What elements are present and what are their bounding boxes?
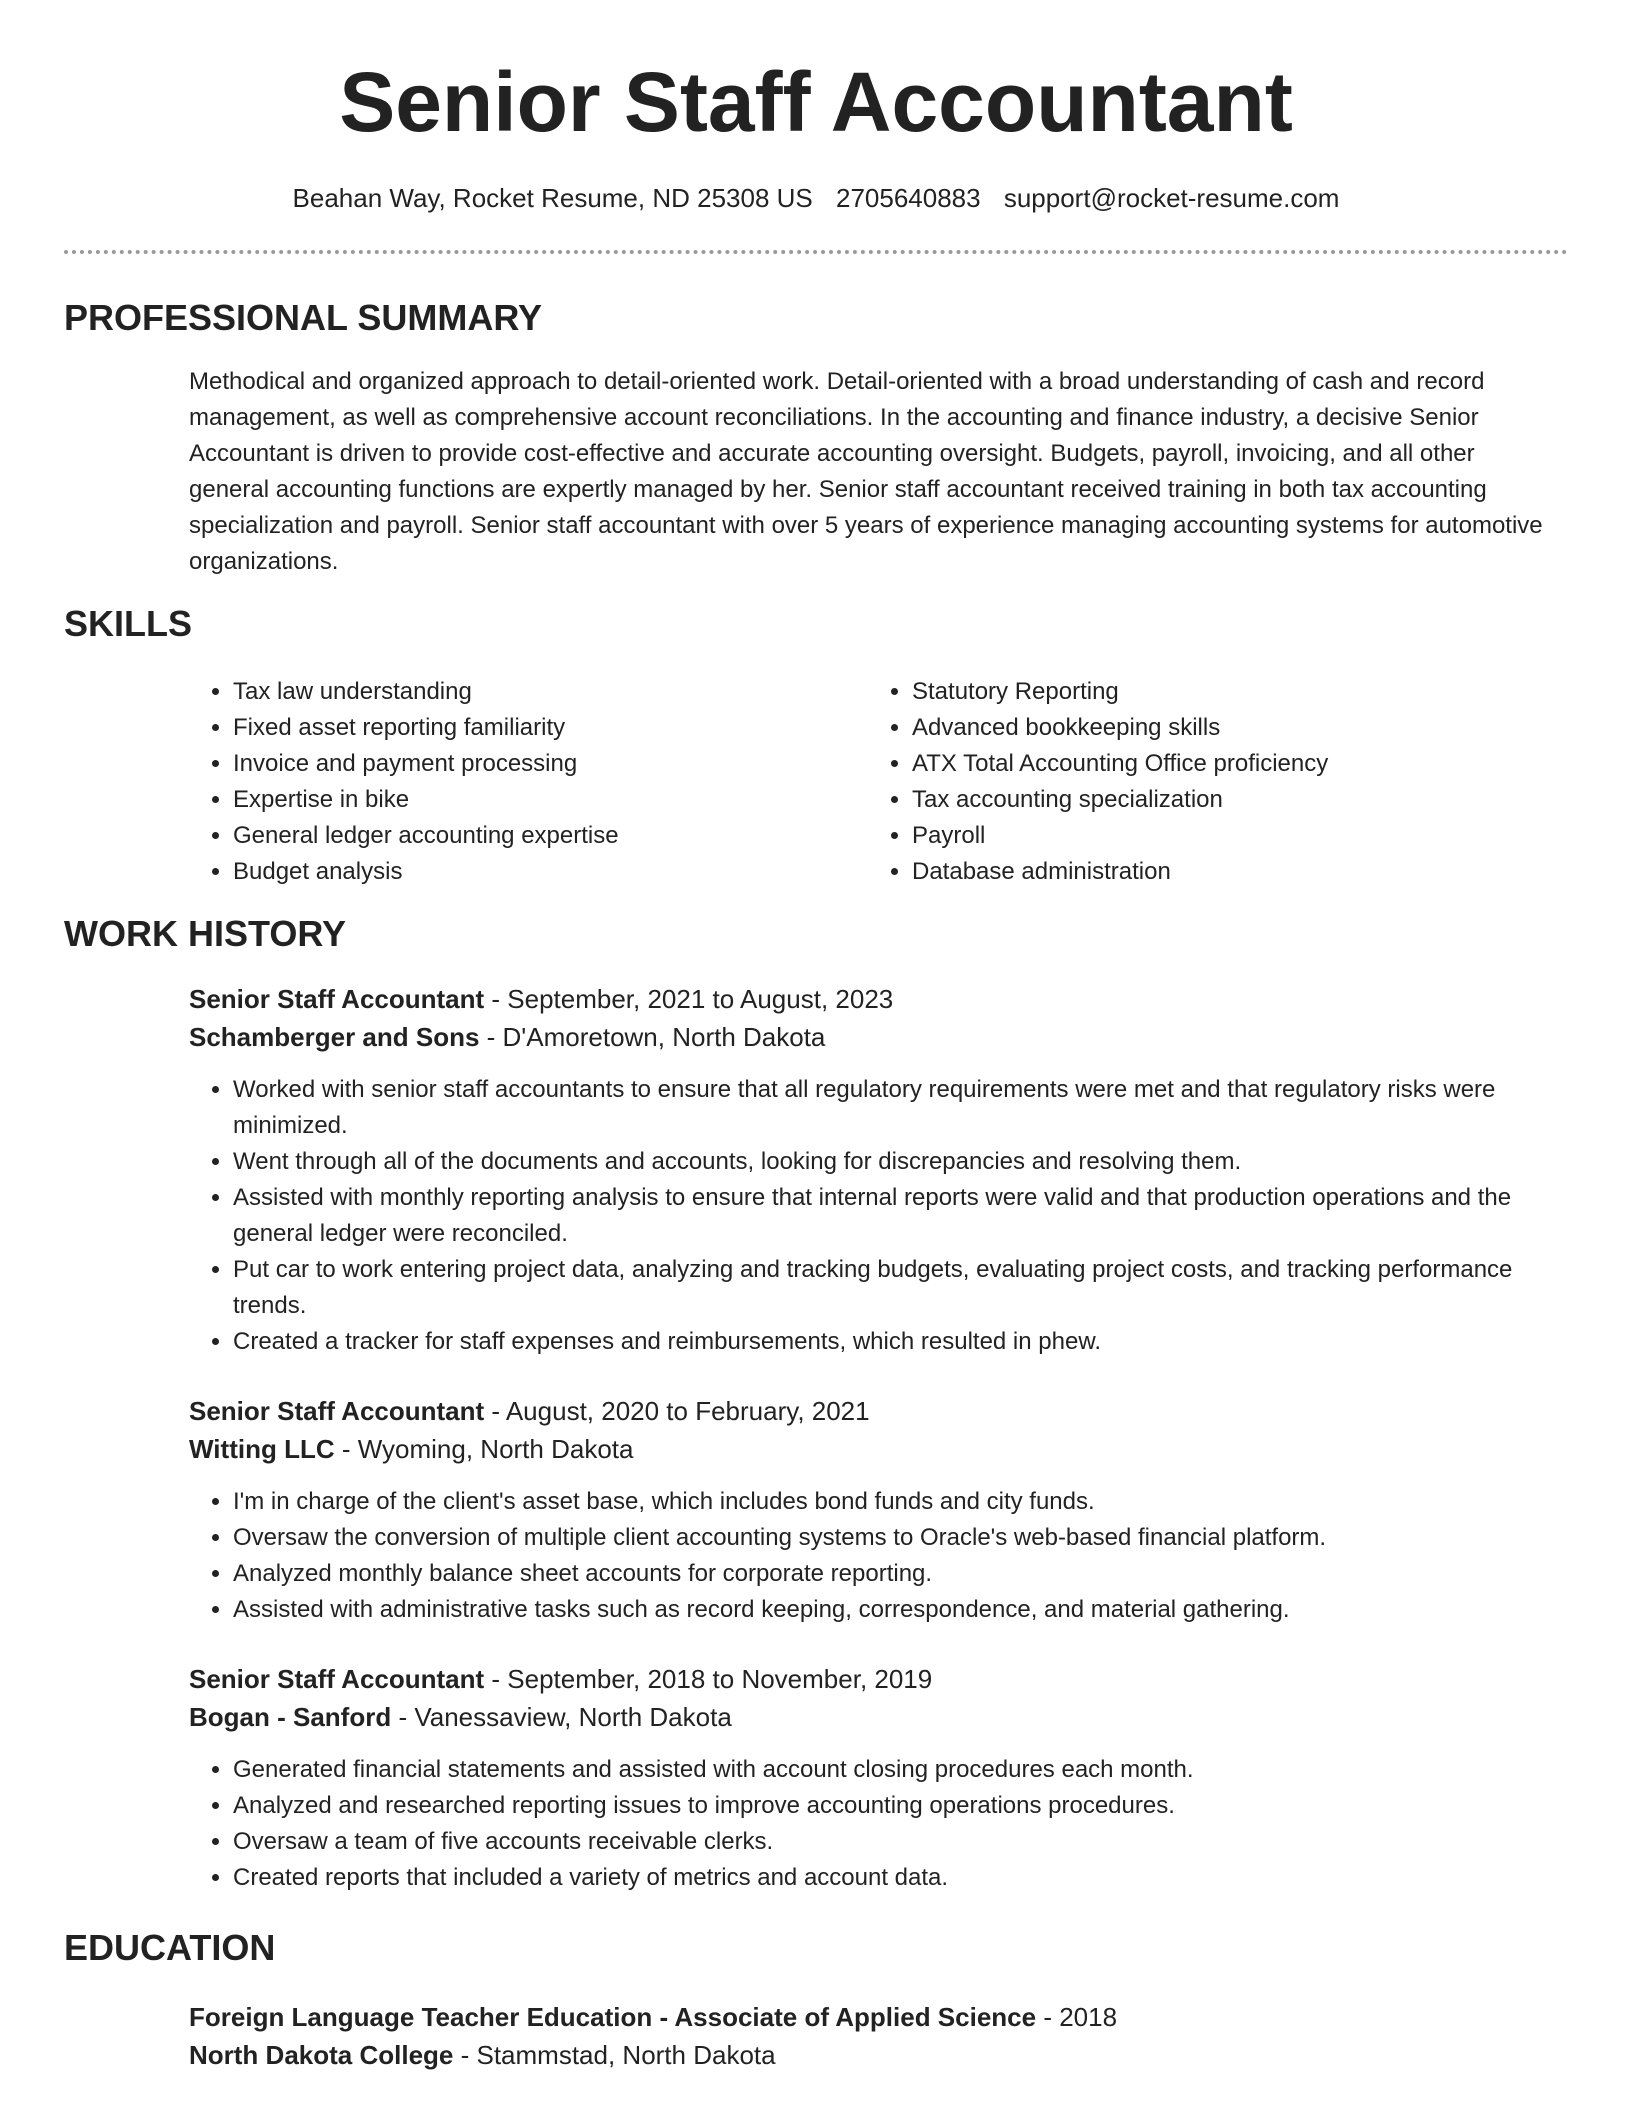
job-bullet: • Assisted with monthly reporting analysis to ensure that internal reports were valid and that production operations and the general ledger were reconciled. — [233, 1180, 1569, 1252]
skill-item: • General ledger accounting expertise — [233, 818, 619, 854]
section-title-work: WORK HISTORY — [64, 913, 347, 954]
skill-item: • Statutory Reporting — [912, 674, 1328, 710]
job-bullet: • Assisted with administrative tasks such as record keeping, correspondence, and material gathering. — [233, 1592, 1569, 1628]
job-entry — [189, 1660, 1569, 1896]
skill-item: • Tax law understanding — [233, 674, 619, 710]
education-school: North Dakota College — [189, 2040, 454, 2070]
job-dates: - August, 2020 to February, 2021 — [484, 1396, 870, 1426]
job-company-line — [189, 1018, 1569, 1056]
skill-item: • Tax accounting specialization — [912, 782, 1328, 818]
job-bullet: • I'm in charge of the client's asset base, which includes bond funds and city funds. — [233, 1484, 1569, 1520]
header-divider — [64, 250, 1568, 254]
job-bullet: • Generated financial statements and assisted with account closing procedures each month. — [233, 1752, 1569, 1788]
contact-email[interactable]: support@rocket-resume.com — [1003, 183, 1340, 213]
contact-line — [0, 180, 1632, 216]
job-company: Witting LLC — [189, 1434, 335, 1464]
job-location: - Vanessaview, North Dakota — [391, 1702, 732, 1732]
section-title-education: EDUCATION — [64, 1927, 276, 1968]
job-bullets — [189, 1752, 1569, 1896]
summary-text: Methodical and organized approach to detail-oriented work. Detail-oriented with a broad understanding of cash and record management, as well as comprehensive account reconciliations. In the accounting and finance industry, a decisive Senior Accountant is driven to provide cost-effective and accurate accounting oversight. Budgets, payroll, invoicing, and all other general accounting functions are expertly managed by her. Senior staff accountant received training in both tax accounting specialization and payroll. Senior staff accountant with over 5 years of experience managing accounting systems for automotive organizations. — [189, 368, 1543, 575]
skill-item: • Expertise in bike — [233, 782, 619, 818]
job-bullet: • Analyzed monthly balance sheet accounts for corporate reporting. — [233, 1556, 1569, 1592]
job-title: Senior Staff Accountant — [189, 1396, 485, 1426]
job-bullet: • Put car to work entering project data, analyzing and tracking budgets, evaluating project costs, and tracking performance trends. — [233, 1252, 1569, 1324]
job-bullets — [189, 1484, 1569, 1628]
skills-column-left — [189, 674, 619, 890]
resume-name: Senior Staff Accountant — [339, 55, 1293, 149]
job-dates: - September, 2018 to November, 2019 — [484, 1664, 933, 1694]
job-title: Senior Staff Accountant — [189, 984, 485, 1014]
contact-address: Beahan Way, Rocket Resume, ND 25308 US — [292, 183, 813, 213]
job-title: Senior Staff Accountant — [189, 1664, 485, 1694]
skill-item: • Fixed asset reporting familiarity — [233, 710, 619, 746]
skill-item: • Payroll — [912, 818, 1328, 854]
job-company: Schamberger and Sons — [189, 1022, 480, 1052]
skill-item: • Advanced bookkeeping skills — [912, 710, 1328, 746]
job-bullet: • Oversaw the conversion of multiple client accounting systems to Oracle's web-based financial platform. — [233, 1520, 1569, 1556]
education-degree: Foreign Language Teacher Education - Associate of Applied Science — [189, 2002, 1037, 2032]
skills-list — [189, 674, 1559, 894]
job-bullet: • Analyzed and researched reporting issues to improve accounting operations procedures. — [233, 1788, 1569, 1824]
education-year: - 2018 — [1036, 2002, 1118, 2032]
section-title-summary: PROFESSIONAL SUMMARY — [64, 297, 543, 338]
skill-item: • ATX Total Accounting Office proficiency — [912, 746, 1328, 782]
skill-item: • Budget analysis — [233, 854, 619, 890]
job-entry — [189, 980, 1569, 1360]
job-bullet: • Created a tracker for staff expenses and reimbursements, which resulted in phew. — [233, 1324, 1569, 1360]
job-company-line — [189, 1430, 1569, 1468]
education-entry — [189, 1998, 1569, 2074]
job-bullet: • Created reports that included a variety of metrics and account data. — [233, 1860, 1569, 1896]
job-bullets — [189, 1072, 1569, 1360]
skill-item: • Database administration — [912, 854, 1328, 890]
skills-column-right — [868, 674, 1328, 890]
contact-phone: 2705640883 — [836, 183, 981, 213]
job-location: - D'Amoretown, North Dakota — [479, 1022, 826, 1052]
job-location: - Wyoming, North Dakota — [334, 1434, 634, 1464]
education-school-line — [189, 2036, 1569, 2074]
job-title-line — [189, 1660, 1569, 1698]
job-company: Bogan - Sanford — [189, 1702, 392, 1732]
job-entry — [189, 1392, 1569, 1628]
job-bullet: • Worked with senior staff accountants to ensure that all regulatory requirements were met and that regulatory risks were minimized. — [233, 1072, 1569, 1144]
section-title-skills: SKILLS — [64, 603, 193, 644]
job-title-line — [189, 1392, 1569, 1430]
job-bullet: • Went through all of the documents and accounts, looking for discrepancies and resolving them. — [233, 1144, 1569, 1180]
job-title-line — [189, 980, 1569, 1018]
job-company-line — [189, 1698, 1569, 1736]
skill-item: • Invoice and payment processing — [233, 746, 619, 782]
job-dates: - September, 2021 to August, 2023 — [484, 984, 894, 1014]
education-location: - Stammstad, North Dakota — [453, 2040, 776, 2070]
education-degree-line — [189, 1998, 1569, 2036]
job-bullet: • Oversaw a team of five accounts receivable clerks. — [233, 1824, 1569, 1860]
